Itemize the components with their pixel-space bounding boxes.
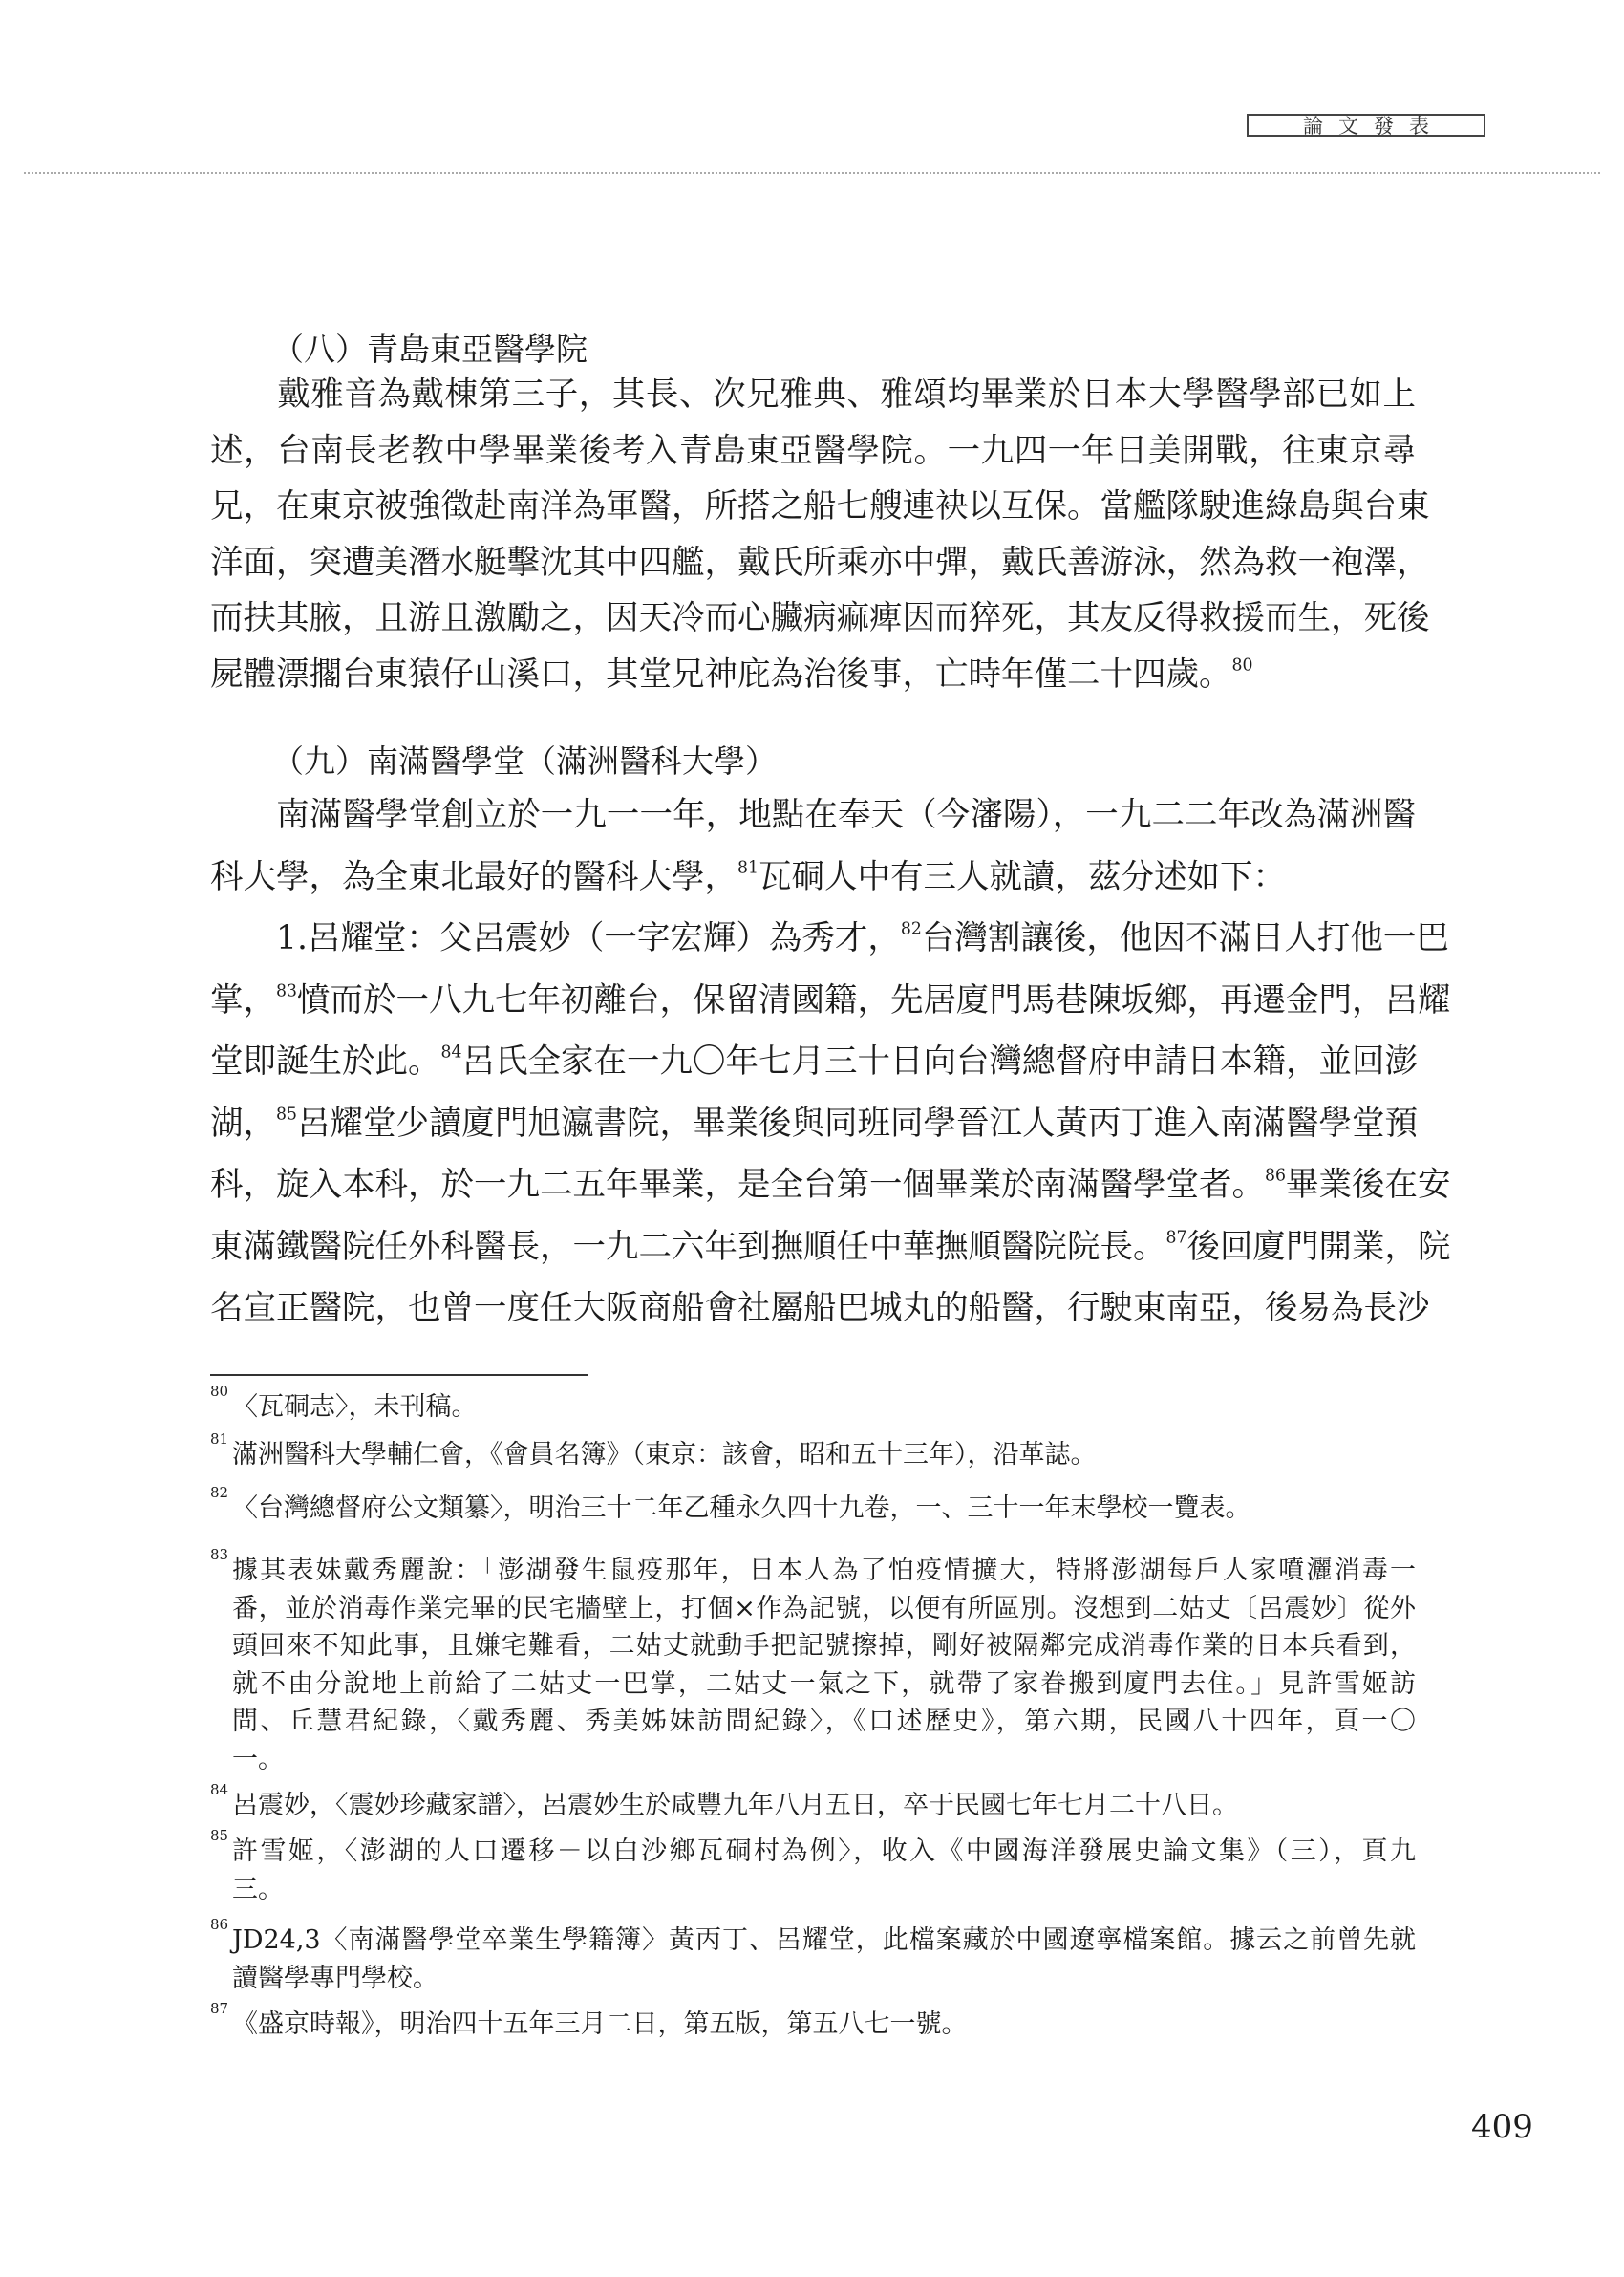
footnote-text-line: 《盛京時報》，明治四十五年三月二日，第五版，第五八七一號。 (232, 2009, 968, 2039)
footnote-ref: 87 (1165, 1227, 1187, 1247)
footnote-82 (210, 1484, 1416, 1528)
footnote-text-line: 就不由分說地上前給了二姑丈一巴掌，二姑丈一氣之下，就帶了家眷搬到廈門去住。」見許雪姬訪 (232, 1668, 1416, 1699)
section-body-8 (210, 367, 1430, 703)
text-segment: 屍體漂擱台東猿仔山溪口，其堂兄神庇為治後事，亡時年僅二十四歲。 (210, 655, 1232, 694)
text-segment: 東滿鐵醫院任外科醫長，一九二六年到撫順任中華撫順醫院院長。 (210, 1227, 1166, 1266)
footnote-text-line: 番，並於消毒作業完畢的民宅牆壁上，打個×作為記號，以便有所區別。沒想到二姑丈〔呂震妙〕從外 (232, 1593, 1416, 1623)
footnote-ref: 82 (900, 919, 922, 939)
footnote-text-line: 頭回來不知此事，且嫌宅難看，二姑丈就動手把記號擦掉，剛好被隔鄰完成消毒作業的日本兵看到， (232, 1631, 1416, 1661)
text-line (210, 908, 1449, 970)
text-segment: 洋面，突遭美潛水艇擊沈其中四艦，戴氏所乘亦中彈，戴氏善游泳，然為救一袍澤， (210, 543, 1430, 582)
text-line (210, 1093, 1416, 1155)
footnote-number: 81 (210, 1430, 229, 1448)
footnote-ref: 81 (737, 857, 759, 877)
footnote-text-line: 讀醫學專門學校。 (232, 1963, 438, 1993)
footnote-ref: 86 (1265, 1166, 1286, 1186)
text-line (210, 535, 1430, 591)
text-segment: 戴雅音為戴棟第三子，其長、次兄雅典、雅頌均畢業於日本大學醫學部已如上 (210, 376, 1416, 414)
text-line (210, 847, 1416, 909)
footnote-text-line: 〈瓦硐志〉，未刊稿。 (232, 1392, 478, 1422)
text-line (210, 423, 1416, 480)
text-segment: 掌， (210, 980, 276, 1020)
text-segment: 後回廈門開業，院 (1186, 1227, 1451, 1266)
text-segment: 名宣正醫院，也曾一度任大阪商船會社屬船巴城丸的船醫，行駛東南亞，後易為長沙 (210, 1289, 1430, 1327)
text-line (210, 1216, 1451, 1278)
footnote-number: 87 (210, 2000, 229, 2017)
footnote-text-line: 許雪姬，〈澎湖的人口遷移－以白沙鄉瓦硐村為例〉，收入《中國海洋發展史論文集》（三），頁九 (232, 1837, 1416, 1866)
footnote-ref: 80 (1231, 655, 1253, 676)
text-line (210, 591, 1430, 647)
text-segment: 憤而於一八九七年初離台，保留清國籍，先居廈門馬巷陳坂鄉，再遷金門，呂耀 (296, 980, 1451, 1020)
header-divider (24, 172, 1600, 174)
text-line (210, 970, 1451, 1032)
footnote-83 (210, 1546, 1416, 1778)
footnote-80 (210, 1383, 1416, 1427)
footnote-text-line: 問、丘慧君紀錄，〈戴秀麗、秀美姊妹訪問紀錄〉，《口述歷史》，第六期，民國八十四年，頁一〇 (232, 1707, 1416, 1736)
footnote-text-line: 滿洲醫科大學輔仁會，《會員名簿》（東京：該會，昭和五十三年），沿革誌。 (232, 1440, 1097, 1470)
footnote-text-line: 呂震妙，〈震妙珍藏家譜〉，呂震妙生於咸豐九年八月五日，卒于民國七年七月二十八日。 (232, 1791, 1238, 1820)
footnote-text-line: 三。 (232, 1874, 284, 1904)
footnote-86 (210, 1916, 1416, 1997)
text-segment: 堂即誕生於此。 (210, 1042, 441, 1081)
footnote-rule (210, 1374, 588, 1376)
footnote-text-line: JD24,3〈南滿醫學堂卒業生學籍簿〉黃丙丁、呂耀堂，此檔案藏於中國遼寧檔案館。據云之前曾先就 (232, 1925, 1416, 1955)
page-number: 409 (1471, 2108, 1533, 2146)
footnote-number: 86 (210, 1916, 229, 1933)
section-body-9 (210, 784, 1451, 1340)
text-segment: 呂氏全家在一九〇年七月三十日向台灣總督府申請日本籍，並回澎 (461, 1042, 1418, 1081)
footnote-number: 82 (210, 1484, 229, 1501)
text-segment: 呂耀堂少讀廈門旭瀛書院，畢業後與同班同學晉江人黃丙丁進入南滿醫學堂預 (296, 1104, 1418, 1143)
section-heading-9: （九）南滿醫學堂（滿洲醫科大學） (272, 742, 777, 780)
text-line (210, 367, 1416, 423)
section-heading-8: （八）青島東亞醫學院 (272, 331, 588, 368)
text-segment: 南滿醫學堂創立於一九一一年，地點在奉天（今瀋陽），一九二二年改為滿洲醫 (210, 796, 1416, 834)
text-segment: 1.呂耀堂：父呂震妙（一字宏輝）為秀才， (210, 919, 901, 957)
footnote-ref: 85 (276, 1104, 297, 1124)
text-line (210, 784, 1416, 847)
footnote-ref: 83 (276, 980, 297, 1000)
footnote-84 (210, 1781, 1416, 1825)
text-segment: 兄，在東京被強徵赴南洋為軍醫，所搭之船七艘連袂以互保。當艦隊駛進綠島與台東 (210, 487, 1430, 526)
footnote-87 (210, 2000, 1416, 2044)
text-line (210, 1278, 1430, 1340)
footnote-number: 85 (210, 1827, 229, 1844)
section-label: 論文發表 (1303, 115, 1444, 138)
footnote-text-line: 一。 (232, 1744, 284, 1774)
section-label-box (1247, 114, 1485, 137)
footnote-81 (210, 1430, 1416, 1474)
text-segment: 科，旋入本科，於一九二五年畢業，是全台第一個畢業於南滿醫學堂者。 (210, 1166, 1265, 1204)
footnote-ref: 84 (440, 1042, 462, 1063)
text-segment: 而扶其腋，且游且激勵之，因天冷而心臟病痲痺因而猝死，其友反得救援而生，死後 (210, 599, 1430, 638)
footnote-number: 84 (210, 1781, 229, 1798)
text-segment: 台灣割讓後，他因不滿日人打他一巴 (921, 919, 1449, 957)
footnote-number: 83 (210, 1546, 229, 1563)
footnote-text-line: 據其表妹戴秀麗說：「澎湖發生鼠疫那年，日本人為了怕疫情擴大，特將澎湖每戶人家噴灑消毒一 (232, 1556, 1416, 1585)
text-line (210, 1031, 1416, 1093)
text-line (210, 479, 1430, 535)
text-line (210, 647, 1416, 703)
text-segment: 述，台南長老教中學畢業後考入青島東亞醫學院。一九四一年日美開戰，往東京尋 (210, 431, 1416, 470)
footnote-text-line: 〈台灣總督府公文類纂〉，明治三十二年乙種永久四十九卷，一、三十一年末學校一覽表。 (232, 1493, 1251, 1523)
text-segment: 科大學，為全東北最好的醫科大學， (210, 857, 737, 896)
footnote-number: 80 (210, 1383, 229, 1400)
text-line (210, 1154, 1451, 1216)
footnote-85 (210, 1827, 1416, 1908)
text-segment: 湖， (210, 1104, 276, 1143)
text-segment: 畢業後在安 (1285, 1166, 1451, 1204)
text-segment: 瓦硐人中有三人就讀，茲分述如下： (758, 857, 1286, 896)
